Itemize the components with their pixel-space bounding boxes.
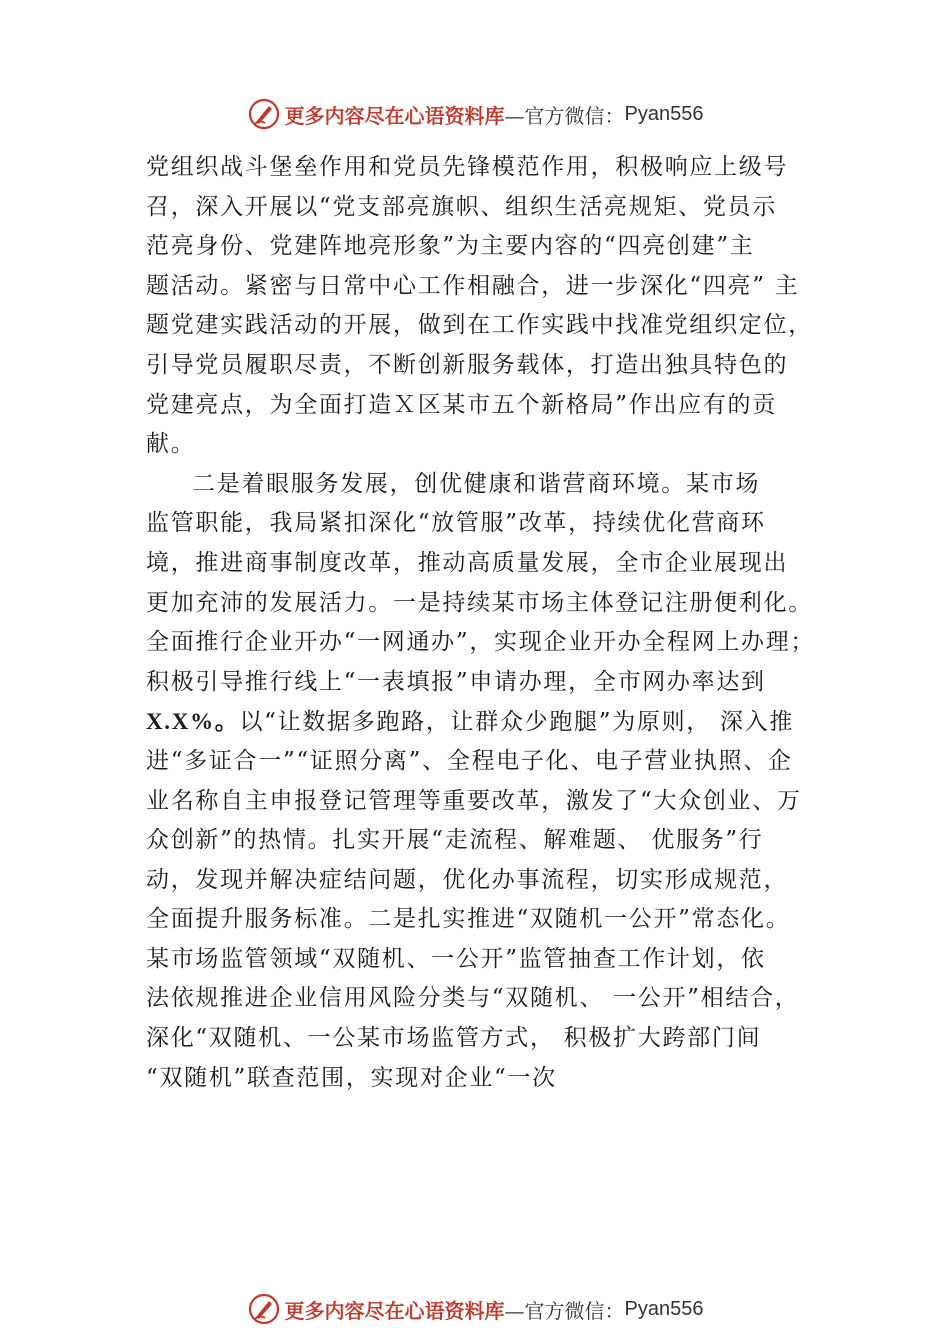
text-line: 深化“双随机、一公某市场监管方式， 积极扩大跨部门间 bbox=[146, 1025, 762, 1052]
text-line: 党组织战斗堡垒作用和党员先锋模范作用，积极响应上级号 bbox=[146, 154, 789, 180]
text-line: 题党建实践活动的开展，做到在工作实践中找准党组织定位， bbox=[146, 312, 813, 339]
text-line: 业名称自主申报登记管理等重要改革，激发了“大众创业、万 bbox=[146, 787, 802, 814]
text-line: “双随机”联查范围，实现对企业“一次 bbox=[146, 1064, 557, 1091]
text-line: 众创新”的热情。扎实开展“走流程、解难题、 优服务”行 bbox=[146, 827, 764, 854]
text-line: 某市场监管领域“双随机、一公开”监管抽查工作计划，依 bbox=[146, 945, 766, 972]
text-line: 积极引导推行线上“一表填报”申请办理，全市网办率达到 bbox=[146, 668, 766, 695]
pen-seal-icon bbox=[247, 1292, 281, 1326]
text-line: 献。 bbox=[146, 431, 196, 458]
pen-seal-icon bbox=[247, 97, 281, 131]
text-line: 进“多证合一”“证照分离”、全程电子化、电子营业执照、企 bbox=[146, 747, 793, 774]
text-line: 监管职能，我局紧扣深化“放管服”改革，持续优化营商环 bbox=[146, 510, 766, 537]
text-line: 范亮身份、党建阵地亮形象”为主要内容的“四亮创建”主 bbox=[146, 233, 755, 260]
text-line: 题活动。紧密与日常中心工作相融合，进一步深化“四亮” 主 bbox=[146, 272, 800, 299]
document-body bbox=[146, 148, 826, 1098]
footer-banner bbox=[0, 1289, 950, 1329]
header-banner bbox=[0, 94, 950, 134]
banner-wechat-handle: Pyan556 bbox=[624, 1297, 704, 1320]
text-line-with-rate bbox=[146, 702, 826, 742]
banner-separator: —官方微信： bbox=[504, 1298, 625, 1323]
text-line: 全面推行企业开办“一网通办”，实现企业开办全程网上办理； bbox=[146, 629, 816, 656]
text-line: 党建亮点，为全面打造Ｘ区某市五个新格局”作出应有的贡 bbox=[146, 391, 777, 418]
banner-brand-text: 更多内容尽在心语资料库 bbox=[284, 1298, 505, 1323]
banner-brand-text: 更多内容尽在心语资料库 bbox=[284, 103, 505, 128]
text-line: 境，推进商事制度改革，推动高质量发展，全市企业展现出 bbox=[146, 549, 789, 576]
banner-separator: —官方微信： bbox=[504, 103, 625, 128]
text-line: 更加充沛的发展活力。一是持续某市场主体登记注册便利化。 bbox=[146, 589, 813, 616]
banner-wechat-handle: Pyan556 bbox=[624, 102, 704, 125]
text-line: 召，深入开展以“党支部亮旗帜、组织生活亮规矩、党员示 bbox=[146, 193, 777, 220]
text-line: 法依规推进企业信用风险分类与“双随机、 一公开”相结合， bbox=[146, 985, 800, 1012]
paragraph-start-line: 二是着眼服务发展，创优健康和谐营商环境。某市场 bbox=[192, 470, 761, 497]
text-line-rest: 以“让数据多跑路，让群众少跑腿”为原则， 深入推 bbox=[239, 709, 795, 736]
text-line: 引导党员履职尽责，不断创新服务载体，打造出独具特色的 bbox=[146, 351, 789, 378]
rate-value: X.X%。 bbox=[146, 709, 240, 735]
text-line: 动，发现并解决症结问题，优化办事流程，切实形成规范， bbox=[146, 866, 789, 893]
text-line: 全面提升服务标准。二是扎实推进“双随机一公开”常态化。 bbox=[146, 906, 791, 933]
